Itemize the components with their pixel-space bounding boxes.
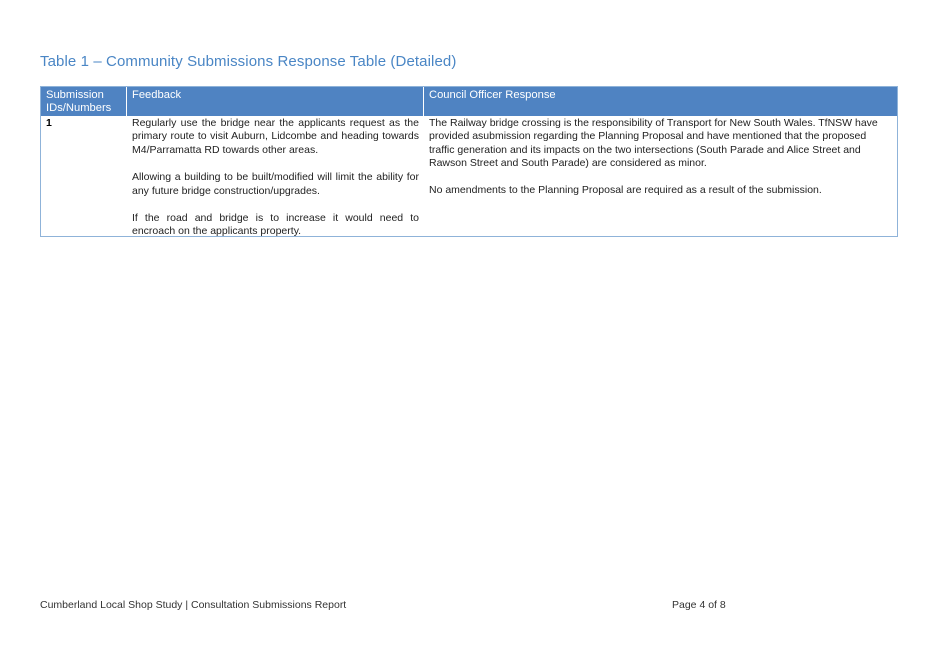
footer-page-number: Page 4 of 8: [672, 599, 726, 611]
header-feedback: Feedback: [127, 87, 424, 116]
response-paragraph: The Railway bridge crossing is the responsibility of Transport for New South Wales. TfNSW have provided asubmission regarding the Planning Proposal and have mentioned that the proposed traffic generation and its impacts on the two intersections (South Parade and Alice Street and Rawson Street and South Parade) are considered as minor.: [429, 117, 878, 170]
response-cell: [424, 116, 897, 236]
table-header-row: [41, 87, 897, 116]
feedback-paragraph: Allowing a building to be built/modified will limit the ability for any future bridge construction/upgrades.: [132, 171, 419, 197]
footer-report-title: Cumberland Local Shop Study | Consultation Submissions Report: [40, 599, 347, 611]
submission-id: 1: [46, 117, 52, 129]
submissions-table: [40, 86, 898, 237]
header-submission-ids: Submission IDs/Numbers: [41, 87, 127, 116]
response-paragraph: No amendments to the Planning Proposal are required as a result of the submission.: [429, 183, 822, 196]
feedback-cell: [127, 116, 424, 236]
feedback-paragraph: Regularly use the bridge near the applicants request as the primary route to visit Auburn, Lidcombe and heading towards M4/Parramatta RD towards other areas.: [132, 117, 419, 156]
header-council-response: Council Officer Response: [429, 89, 556, 101]
feedback-paragraph: If the road and bridge is to increase it would need to encroach on the applicants property.: [132, 212, 419, 238]
table-row: [41, 116, 897, 236]
table-title: Table 1 – Community Submissions Response Table (Detailed): [40, 53, 457, 70]
